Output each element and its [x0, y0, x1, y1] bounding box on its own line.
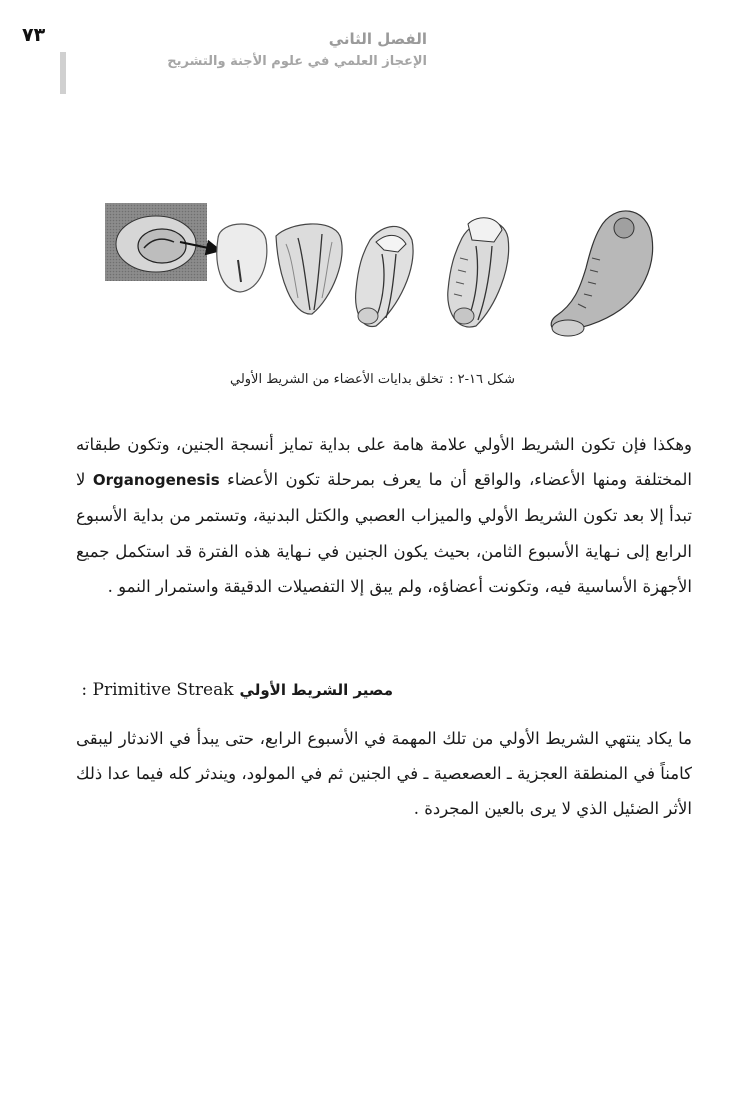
paragraph-1-text-a: وهكذا فإن تكون الشريط الأولي علامة هامة على بداية تمايز أنسجة الجنين، وتكون طبقاته المختلفة ومنها الأعضاء، والواقع أن ما يعرف بمرحلة تكون الأعضاء [76, 435, 692, 490]
section-heading-english: Primitive Streak : [81, 680, 234, 700]
body-paragraph-2: ما يكاد ينتهي الشريط الأولي من تلك المهمة في الأسبوع الرابع، حتى يبدأ في الاندثار ليبقى كامناً في المنطقة العجزية ـ العصعصية ـ في الجنين ثم في المولود، ويندثر كله فيما عدا ذلك الأثر الضئيل الذي لا يرى بالعين المجردة . [76, 729, 692, 819]
running-header [167, 28, 427, 74]
embryonic-disc-inset [105, 203, 207, 281]
embryo-stage-1 [217, 224, 267, 292]
figure-caption [0, 372, 745, 387]
section-heading-arabic: مصير الشريط الأولي [239, 681, 393, 699]
body-paragraph-1 [76, 427, 692, 604]
embryo-stage-3 [356, 226, 413, 326]
paragraph-1-text-b: لا تبدأ إلا بعد تكون الشريط الأولي والميزاب العصبي والكتل البدنية، وتستمر من بداية الأسبوع الرابع إلى نـهاية الأسبوع الثامن، بحيث يكون الجنين في نـهاية هذه الفترة قد استكمل جميع الأجهزة الأساسية فيه، وتكونت أعضاؤه، ولم يبق إلا التفصيلات الدقيقة واستمرار النمو . [76, 470, 692, 596]
section-heading [81, 680, 393, 700]
figure-caption-label: شكل ١٦-٢ : [449, 372, 515, 387]
header-decorative-bar [60, 52, 66, 94]
figure-caption-text: تخلق بدايات الأعضاء من الشريط الأولي [229, 372, 444, 387]
embryo-stage-4 [448, 218, 509, 327]
chapter-subtitle: الإعجاز العلمي في علوم الأجنة والتشريح [167, 54, 427, 69]
embryo-development-figure [100, 198, 680, 348]
embryo-stage-2 [276, 224, 342, 314]
organogenesis-term: Organogenesis [92, 471, 220, 490]
page-number: ٧٣ [22, 24, 46, 46]
chapter-title: الفصل الثاني [328, 30, 427, 48]
embryo-stage-5 [551, 211, 652, 336]
